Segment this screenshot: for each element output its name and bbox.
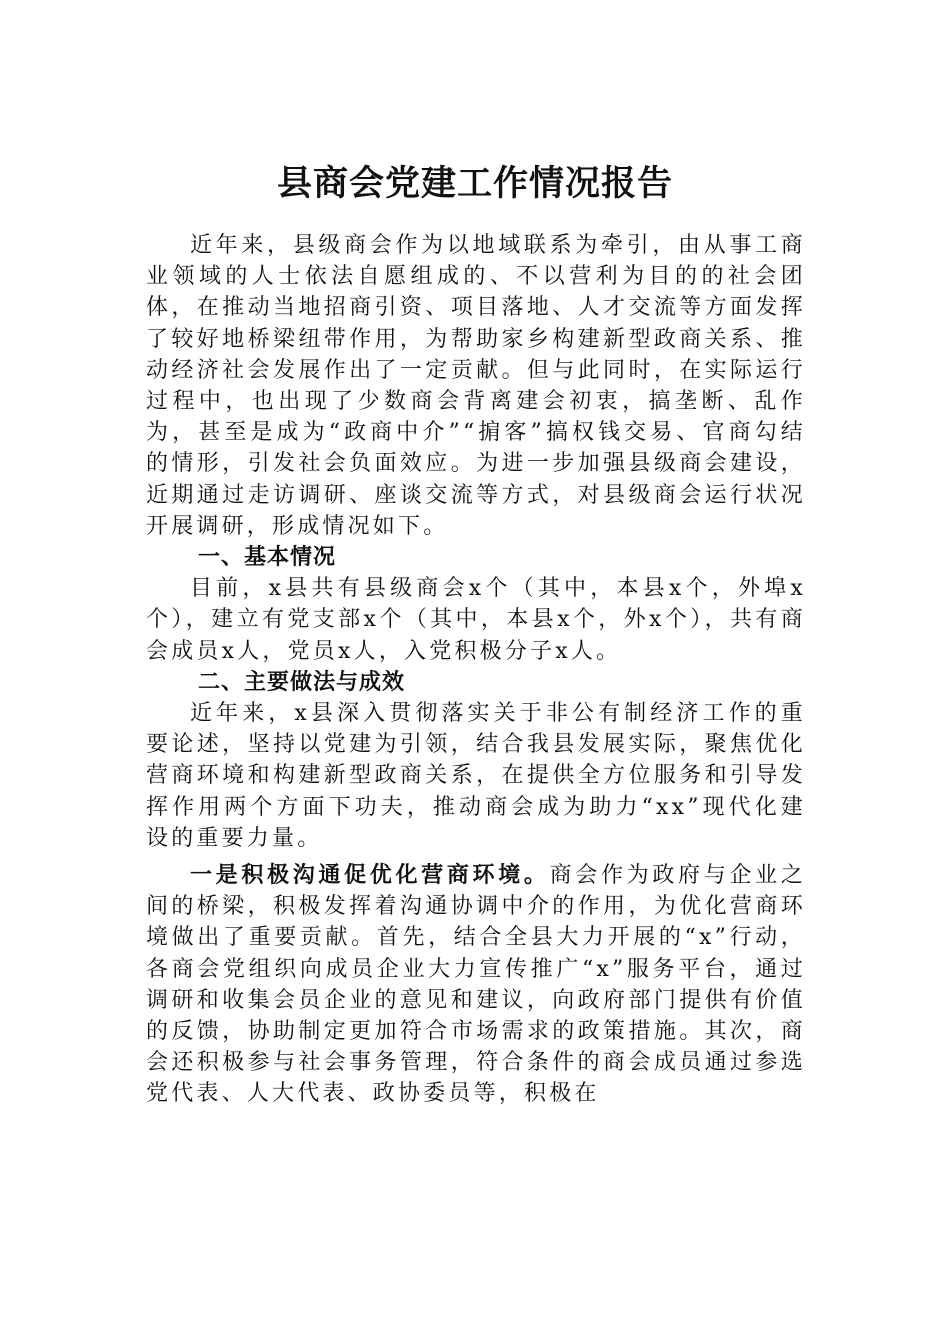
basic-info-paragraph: 目前，x县共有县级商会x个（其中，本县x个，外埠x个），建立有党支部x个（其中，本县x个，外x个），共有商会成员x人，党员x人，入党积极分子x人。 [146, 576, 806, 664]
intro-paragraph: 近年来，县级商会作为以地域联系为牵引，由从事工商业领域的人士依法自愿组成的、不以营利为目的的社会团体，在推动当地招商引资、项目落地、人才交流等方面发挥了较好地桥梁纽带作用，为帮助家乡构建新型政商关系、推动经济社会发展作出了一定贡献。但与此同时，在实际运行过程中，也出现了少数商会背离建会初衷，搞垄断、乱作为，甚至是成为“政商中介”“掮客”搞权钱交易、官商勾结的情形，引发社会负面效应。为进一步加强县级商会建设，近期通过走访调研、座谈交流等方式，对县级商会运行状况开展调研，形成情况如下。 [146, 233, 806, 539]
section-heading-practices: 二、主要做法与成效 [198, 669, 406, 695]
point-one-text: 商会作为政府与企业之间的桥梁，积极发挥着沟通协调中介的作用，为优化营商环境做出了重要贡献。首先，结合全县大力开展的“x”行动，各商会党组织向成员企业大力宣传推广“x”服务平台，通过调研和收集会员企业的意见和建议，向政府部门提供有价值的反馈，协助制定更加符合市场需求的政策措施。其次，商会还积极参与社会事务管理，符合条件的商会成员通过参选党代表、人大代表、政协委员等，积极在 [146, 863, 806, 1107]
document-title: 县商会党建工作情况报告 [276, 163, 673, 204]
section-heading-basic: 一、基本情况 [198, 545, 337, 571]
document-body [146, 230, 806, 1110]
point-one-paragraph [146, 860, 806, 1110]
point-one-lead: 一是积极沟通促优化营商环境。 [190, 862, 550, 889]
practices-paragraph: 近年来，x县深入贯彻落实关于非公有制经济工作的重要论述，坚持以党建为引领，结合我县发展实际，聚焦优化营商环境和构建新型政商关系，在提供全方位服务和引导发挥作用两个方面下功夫，推动商会成为助力“xx”现代化建设的重要力量。 [146, 701, 806, 851]
